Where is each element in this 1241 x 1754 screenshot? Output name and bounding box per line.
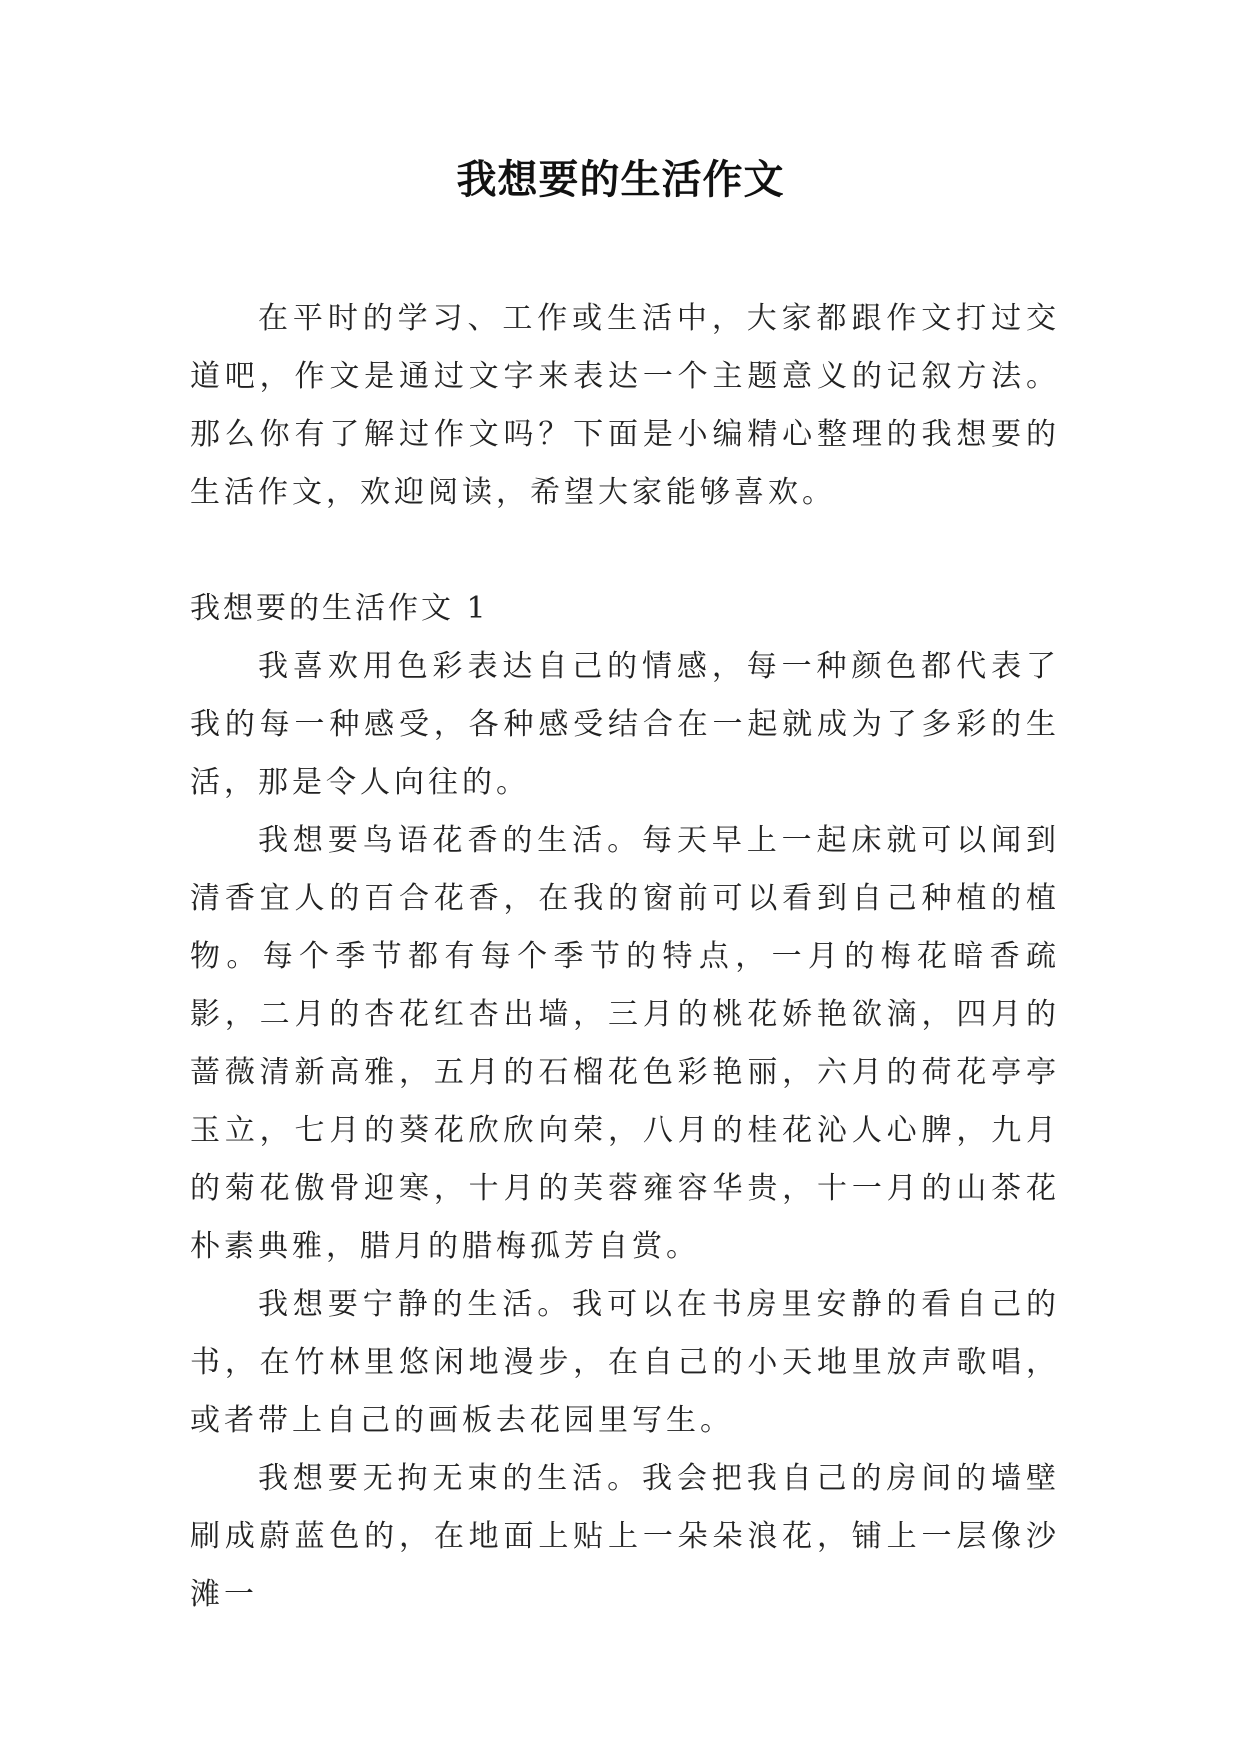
body-paragraph-2: 我想要鸟语花香的生活。每天早上一起床就可以闻到清香宜人的百合花香，在我的窗前可以看到自己种植的植物。每个季节都有每个季节的特点，一月的梅花暗香疏影，二月的杏花红杏出墙，三月的桃花娇艳欲滴，四月的蔷薇清新高雅，五月的石榴花色彩艳丽，六月的荷花亭亭玉立，七月的葵花欣欣向荣，八月的桂花沁人心脾，九月的菊花傲骨迎寒，十月的芙蓉雍容华贵，十一月的山茶花朴素典雅，腊月的腊梅孤芳自赏。	[190, 823, 1060, 1264]
document-body	[190, 290, 1060, 1624]
body-paragraph-4: 我想要无拘无束的生活。我会把我自己的房间的墙壁刷成蔚蓝色的，在地面上贴上一朵朵浪花，铺上一层像沙滩一	[190, 1461, 1060, 1612]
document-title: 我想要的生活作文	[456, 156, 785, 203]
body-paragraph-1: 我喜欢用色彩表达自己的情感，每一种颜色都代表了我的每一种感受，各种感受结合在一起就成为了多彩的生活，那是令人向往的。	[190, 649, 1060, 800]
body-paragraph-3: 我想要宁静的生活。我可以在书房里安静的看自己的书，在竹林里悠闲地漫步，在自己的小天地里放声歌唱，或者带上自己的画板去花园里写生。	[190, 1287, 1060, 1438]
intro-paragraph: 在平时的学习、工作或生活中，大家都跟作文打过交道吧，作文是通过文字来表达一个主题意义的记叙方法。那么你有了解过作文吗？下面是小编精心整理的我想要的生活作文，欢迎阅读，希望大家能够喜欢。	[190, 301, 1060, 510]
section-heading: 我想要的生活作文 1	[190, 591, 489, 626]
